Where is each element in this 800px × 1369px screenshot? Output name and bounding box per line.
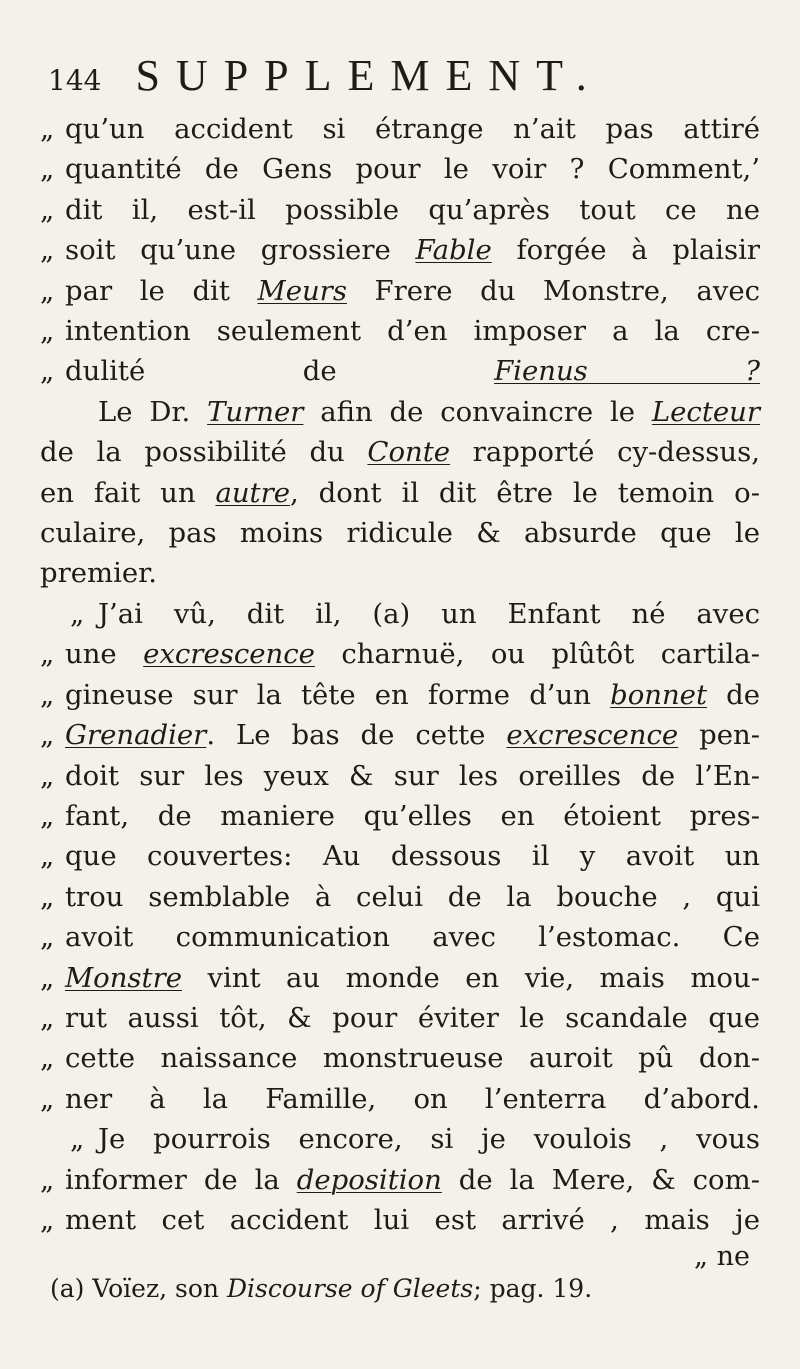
italic-segment (143, 638, 315, 670)
text-line (40, 675, 760, 715)
text-line (40, 1079, 760, 1119)
text-line (40, 553, 760, 593)
footnote-title: Discourse of Gleets (226, 1274, 474, 1304)
text-line (40, 877, 760, 917)
text-line (40, 958, 760, 998)
italic-segment (65, 719, 206, 751)
text-segment: pen- (678, 719, 761, 752)
text-segment: premier. (40, 557, 158, 590)
italic-term: Fable (415, 234, 492, 267)
text-segment: charnuë, ou plûtôt cartila- (314, 638, 760, 671)
text-segment: que couvertes: Au dessous il y avoit un (65, 840, 760, 873)
text-segment: en fait un (40, 476, 216, 509)
line-text (65, 149, 760, 189)
line-text (65, 1160, 760, 1200)
text-segment: rapporté cy-dessus, (450, 436, 760, 469)
text-segment: fant, de maniere qu’elles en étoient pres- (65, 799, 760, 832)
line-text (65, 271, 760, 311)
line-text (65, 190, 760, 230)
quote-mark: „ (70, 1123, 85, 1156)
text-segment: doit sur les yeux & sur les oreilles de l’En- (65, 759, 760, 792)
line-text (65, 836, 760, 876)
line-text (65, 109, 760, 149)
text-line (40, 230, 760, 270)
italic-term: excrescence (143, 638, 315, 671)
line-text (65, 796, 760, 836)
quote-mark: „ (40, 840, 55, 873)
footnote-mark: (a) (50, 1274, 85, 1304)
quote-mark: „ (70, 597, 85, 630)
line-text (65, 756, 760, 796)
text-line (40, 998, 760, 1038)
italic-term: excrescence (506, 719, 679, 752)
quote-mark: „ (40, 719, 55, 752)
quote-mark: „ (40, 234, 55, 267)
italic-term: Meurs (257, 274, 347, 307)
italic-term: Monstre (65, 961, 183, 994)
text-segment: dulité de (65, 355, 495, 388)
italic-segment (297, 1164, 442, 1196)
text-line (40, 917, 760, 957)
line-text (65, 230, 760, 270)
line-text (65, 634, 760, 674)
running-header (48, 50, 760, 101)
quote-mark: „ (40, 1042, 55, 1075)
line-text (65, 675, 760, 715)
quote-mark: „ (40, 759, 55, 792)
text-line (40, 311, 760, 351)
text-segment: quantité de Gens pour le voir ? Comment,’ (65, 153, 760, 186)
text-segment: Le Dr. (98, 395, 208, 428)
text-segment: de la possibilité du (40, 436, 368, 469)
italic-segment (652, 396, 760, 428)
line-text (98, 1119, 760, 1159)
text-line (40, 715, 760, 755)
text-segment: Je pourrois encore, si je voulois , vous (98, 1123, 760, 1156)
quote-mark (70, 392, 98, 432)
quote-mark: „ (40, 880, 55, 913)
line-text (65, 1079, 760, 1119)
text-line (40, 836, 760, 876)
catchword: „ ne (694, 1241, 750, 1273)
text-line (40, 513, 760, 553)
italic-segment (367, 436, 450, 468)
text-segment: cette naissance monstrueuse auroit pû don- (65, 1042, 760, 1075)
text-segment: ner à la Famille, on l’enterra d’abord. (65, 1082, 760, 1115)
text-segment: intention seulement d’en imposer a la cre- (65, 315, 760, 348)
line-text (65, 998, 760, 1038)
line-text (98, 594, 760, 634)
text-line (40, 1038, 760, 1078)
italic-segment (65, 962, 182, 994)
text-segment: dit il, est-il possible qu’après tout ce ne (65, 193, 760, 226)
text-segment: par le dit (65, 274, 258, 307)
quote-mark: „ (40, 193, 55, 226)
italic-term: Lecteur (651, 395, 760, 428)
text-segment: de (707, 678, 761, 711)
italic-segment (207, 396, 303, 428)
italic-segment (215, 477, 290, 509)
text-line (40, 392, 760, 432)
italic-segment (415, 234, 491, 266)
italic-segment (506, 719, 678, 751)
quote-mark: „ (40, 1001, 55, 1034)
text-segment: rut aussi tôt, & pour éviter le scandale que (65, 1001, 760, 1034)
footnote-page: ; pag. 19. (473, 1274, 593, 1304)
text-segment: , dont il dit être le temoin o- (290, 476, 760, 509)
quote-mark: „ (40, 153, 55, 186)
quote-mark: „ (40, 921, 55, 954)
text-line (40, 473, 760, 513)
text-line (40, 1200, 760, 1240)
line-text (40, 553, 760, 593)
text-segment: avoit communication avec l’estomac. Ce (65, 921, 760, 954)
quote-mark: „ (40, 113, 55, 145)
text-segment: informer de la (65, 1163, 297, 1196)
text-segment: . Le bas de cette (206, 719, 507, 752)
body-text (40, 109, 760, 1240)
quote-mark: „ (40, 799, 55, 832)
text-segment: gineuse sur la tête en forme d’un (65, 678, 611, 711)
quote-mark: „ (40, 355, 55, 388)
line-text (65, 958, 760, 998)
quote-mark: „ (40, 274, 55, 307)
text-segment: qu’un accident si étrange n’ait pas attiré (65, 113, 760, 145)
line-text (65, 917, 760, 957)
text-segment: vint au monde en vie, mais mou- (182, 961, 760, 994)
text-line (40, 351, 760, 391)
italic-term: Fienus ? (494, 355, 761, 388)
italic-term: deposition (296, 1163, 442, 1196)
italic-term: Turner (207, 395, 304, 428)
line-text (65, 715, 760, 755)
text-line (40, 271, 760, 311)
quote-mark: „ (40, 638, 55, 671)
text-line (40, 432, 760, 472)
text-line (40, 1119, 760, 1159)
text-segment: afin de convaincre le (303, 395, 652, 428)
text-line (40, 594, 760, 634)
text-line (40, 634, 760, 674)
text-segment: une (65, 638, 144, 671)
text-segment: Frere du Monstre, avec (346, 274, 761, 307)
italic-term: Conte (367, 436, 451, 469)
text-line (40, 1160, 760, 1200)
line-text (65, 311, 760, 351)
quote-mark: „ (40, 315, 55, 348)
text-segment: soit qu’une grossiere (65, 234, 416, 267)
line-text (40, 513, 760, 553)
text-segment: culaire, pas moins ridicule & absurde que le (40, 517, 760, 550)
text-line (40, 796, 760, 836)
text-segment: de la Mere, & com- (441, 1163, 760, 1196)
line-text (98, 392, 760, 432)
quote-mark: „ (40, 961, 55, 994)
text-segment: ment cet accident lui est arrivé , mais je (65, 1203, 760, 1236)
text-segment: forgée à plaisir (491, 234, 761, 267)
footnote-text: Voïez, son (84, 1274, 227, 1304)
line-text (65, 1038, 760, 1078)
page-number: 144 (48, 64, 102, 97)
text-line (40, 109, 760, 149)
text-line (40, 756, 760, 796)
italic-term: bonnet (610, 678, 708, 711)
quote-mark: „ (40, 1163, 55, 1196)
footnote (40, 1274, 760, 1304)
line-text (65, 1200, 760, 1240)
line-text (65, 351, 760, 391)
text-line (40, 149, 760, 189)
text-segment: J’ai vû, dit il, (a) un Enfant né avec (98, 597, 760, 630)
text-line (40, 190, 760, 230)
italic-segment (610, 679, 707, 711)
text-segment: trou semblable à celui de la bouche , qui (65, 880, 760, 913)
line-text (40, 432, 760, 472)
italic-term: autre (215, 476, 291, 509)
italic-segment (494, 355, 760, 387)
line-text (40, 473, 760, 513)
quote-mark: „ (40, 678, 55, 711)
italic-segment (258, 275, 347, 307)
quote-mark: „ (40, 1082, 55, 1115)
italic-term: Grenadier (65, 719, 207, 752)
running-title: SUPPLEMENT. (135, 51, 603, 100)
quote-mark: „ (40, 1203, 55, 1236)
line-text (65, 877, 760, 917)
